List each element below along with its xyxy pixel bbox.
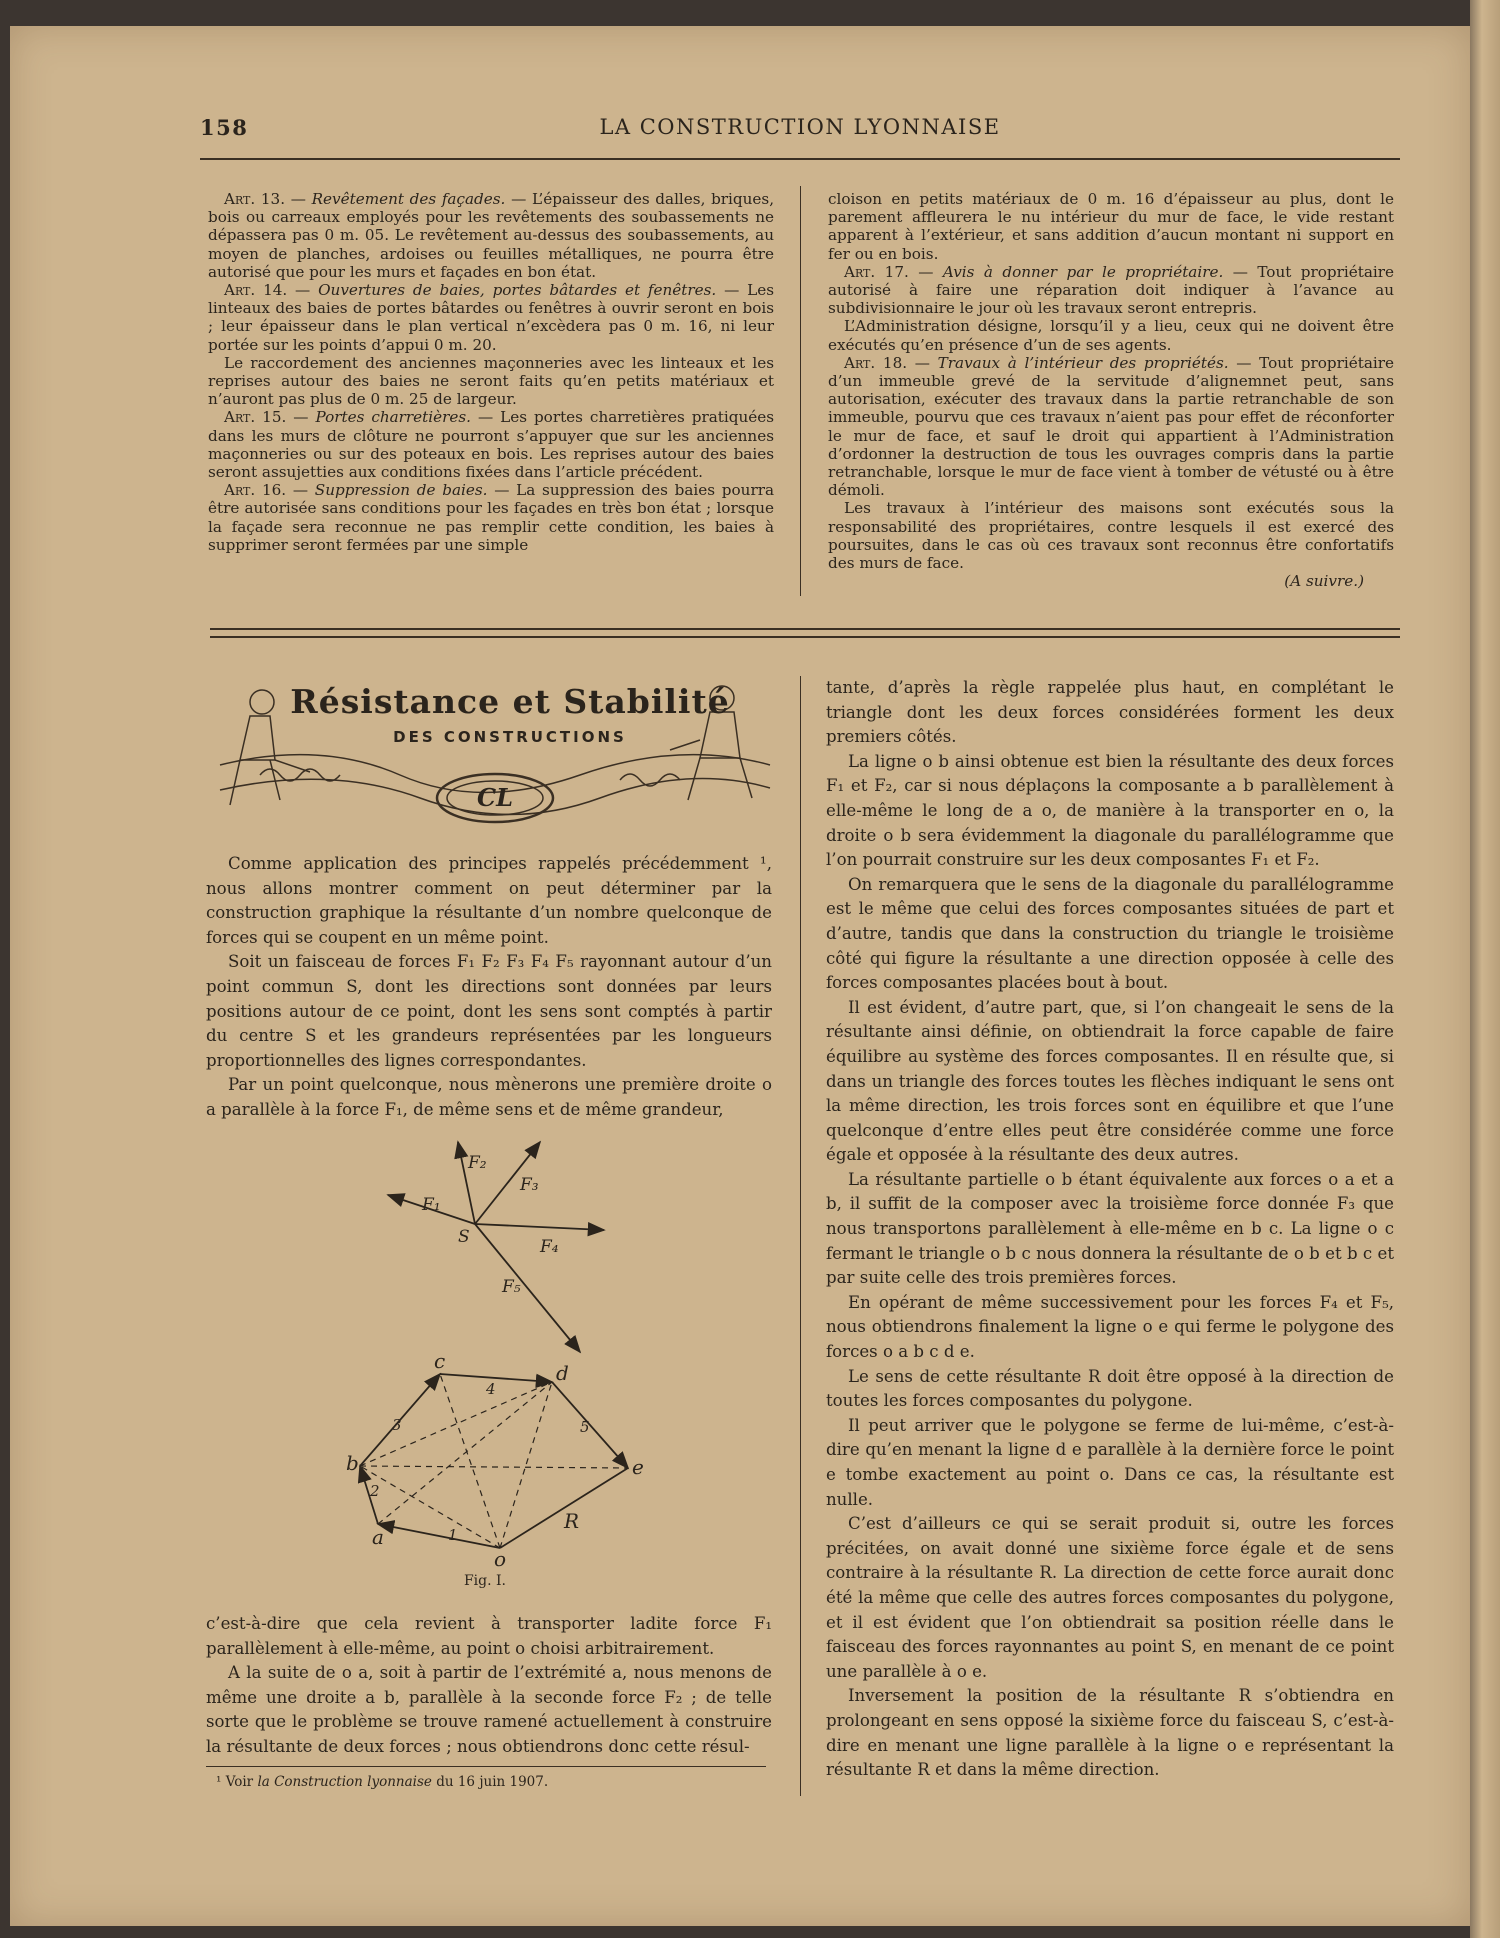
side-de xyxy=(552,1382,628,1468)
diagonal-od xyxy=(500,1382,552,1548)
right-paragraph-10: Inversement la position de la résultante R s’obtiendra en prolongeant en sens opposé la sixième force du faisceau S, c’est-à-dire en menant une ligne parallèle à la ligne o e représentant la résultante R et dans la même direction. xyxy=(826,1686,1394,1780)
diagonal-bd xyxy=(360,1382,552,1466)
label-s: S xyxy=(458,1227,470,1247)
right-paragraph-1: tante, d’après la règle rappelée plus haut, en complétant le triangle dont les deux forces considérées forment les deux premiers côtés. xyxy=(826,678,1394,747)
paragraph-4: c’est-à-dire que cela revient à transporter ladite force F₁ parallèlement à elle-même, au point o choisi arbitrairement. xyxy=(206,1614,772,1658)
right-paragraph-9: C’est d’ailleurs ce qui se serait produit si, outre les forces précitées, on avait donné une sixième force égale et de sens contraire à la résultante R. La direction de cette force aurait donc été la même que celle des autres forces composantes du polygone, et il est évident que l’on obtiendrait sa position réelle dans le faisceau des forces rayonnantes au point S, en menant de ce point une parallèle à o e. xyxy=(826,1514,1394,1681)
footnote: ¹ Voir la Construction lyonnaise du 16 juin 1907. xyxy=(216,1774,549,1790)
label-n4: 4 xyxy=(486,1380,496,1398)
paragraph-1: Comme application des principes rappelés précédemment ¹, nous allons montrer comment on peut déterminer par la construction graphique la résultante d’un nombre quelconque de forces qui se coupent en un même point. xyxy=(206,854,772,947)
page-number: 158 xyxy=(200,115,249,140)
article-14: Art. 14. — Ouvertures de baies, portes bâtardes et fenêtres. — Les linteaux des baies de portes bâtardes ou fenêtres à ouvrir seront en bois ; leur épaisseur dans le plan vertical n’excèdera pas 0 m. 16, ni leur portée sur les points d’appui 0 m. 20. xyxy=(208,281,774,354)
right-column xyxy=(826,676,1394,1783)
right-paragraph-3: On remarquera que le sens de la diagonale du parallélogramme est le même que celui des forces composantes situées de part et d’autre, tandis que dans la construction du triangle le troisième côté qui figure la résultante a une direction opposée à celle des forces composantes placées bout à bout. xyxy=(826,874,1394,993)
diagonal-oc xyxy=(440,1374,500,1548)
top-right-column xyxy=(828,190,1394,590)
article-16: Art. 16. — Suppression de baies. — La suppression des baies pourra être autorisée sans conditions pour les façades en très bon état ; lorsque la façade sera reconnue ne pas remplir cette condition, les baies à supprimer seront fermées par une simple xyxy=(208,481,775,554)
a-suivre: (A suivre.) xyxy=(1284,572,1364,591)
body-column-divider xyxy=(800,676,801,1796)
label-f4: F₄ xyxy=(540,1237,559,1257)
article-18: Art. 18. — Travaux à l’intérieur des propriétés. — Tout propriétaire d’un immeuble grevé de la servitude d’alignemnet peut, sans autorisation, exécuter des travaux dans la partie retranchable de son immeuble, pourvu que ces travaux n’aient pas pour effet de réconforter le mur de face, et sauf le droit qui appartient à l’Administration d’ordonner la destruction de tous les ouvrages compris dans la partie retranchable, lorsque le mur de face vient à tomber de vétusté ou à être démoli. xyxy=(828,353,1395,500)
label-r: R xyxy=(564,1509,580,1533)
label-f2: F₂ xyxy=(468,1153,487,1173)
label-n2: 2 xyxy=(370,1482,380,1500)
page-header xyxy=(200,112,1400,148)
paragraph-5: A la suite de o a, soit à partir de l’extrémité a, nous menons de même une droite a b, parallèle à la seconde force F₂ ; de telle sorte que le problème se trouve ramené actuellement à construire la résultante de deux forces ; nous obtiendrons donc cette résul- xyxy=(206,1663,772,1756)
footnote-rule xyxy=(206,1766,766,1767)
section-title-block xyxy=(200,680,790,840)
right-paragraph-7: Le sens de cette résultante R doit être opposé à la direction de toutes les forces composantes du polygone. xyxy=(826,1366,1394,1411)
header-rule xyxy=(200,158,1400,160)
resultant-oe xyxy=(500,1468,628,1548)
right-paragraph-5: La résultante partielle o b étant équivalente aux forces o a et a b, il suffit de la composer avec la troisième force donnée F₃ que nous transportons parallèlement à elle-même en b c. La ligne o c fermant le triangle o b c nous donnera la résultante de o b et b c et par suite celle des trois premières forces. xyxy=(826,1169,1394,1288)
label-e: e xyxy=(632,1455,644,1479)
label-o: o xyxy=(494,1547,507,1570)
side-cd xyxy=(440,1374,552,1382)
article-13: Art. 13. — Revêtement des façades. — L’épaisseur des dalles, briques, bois ou carreaux employés pour les revêtements des soubassements ne dépassera pas 0 m. 05. Le revêtement au-dessus des soubassements, au moyen de planches, ardoises ou feuilles métalliques, ne pourra être autorisé que pour les murs et façades en bon état. xyxy=(208,190,775,281)
label-f3: F₃ xyxy=(520,1175,539,1195)
diagonal-ad xyxy=(378,1382,552,1524)
section-double-rule xyxy=(210,628,1400,638)
article-17-cont: L’Administration désigne, lorsqu’il y a lieu, ceux qui ne doivent être exécutés qu’en présence d’un de ses agents. xyxy=(828,317,1394,354)
monogram-letters: CL xyxy=(477,783,513,812)
article-15: Art. 15. — Portes charretières. — Les portes charretières pratiquées dans les murs de clôture ne pourront s’appuyer que sur les anciennes maçonneries ou sur des poteaux en bois. Les reprises autour des baies seront assujetties aux conditions fixées dans l’article précédent. xyxy=(208,408,775,482)
figure-caption: Fig. I. xyxy=(463,1573,507,1589)
label-f5: F₅ xyxy=(502,1277,521,1297)
label-b: b xyxy=(346,1451,359,1475)
label-d: d xyxy=(556,1361,569,1385)
label-n3: 3 xyxy=(392,1416,402,1434)
article-18-cont: Les travaux à l’intérieur des maisons sont exécutés sous la responsabilité des propriétaires, contre lesquels il est exercé des poursuites, dans le cas où ces travaux sont reconnus être confortatifs des murs de face. xyxy=(828,499,1394,573)
force-f5 xyxy=(475,1224,580,1352)
running-title: LA CONSTRUCTION LYONNAISE xyxy=(599,115,1001,139)
figure-1 xyxy=(200,1130,780,1570)
label-n5: 5 xyxy=(580,1418,590,1436)
article-17: Art. 17. — Avis à donner par le propriétaire. — Tout propriétaire autorisé à faire une réparation doit indiquer à l’avance au subdivisionnaire le jour où les travaux seront entrepris. xyxy=(828,262,1394,318)
right-paragraph-6: En opérant de même successivement pour les forces F₄ et F₅, nous obtiendrons finalement la ligne o e qui ferme le polygone des forces o a b c d e. xyxy=(826,1292,1394,1362)
article-16-cont: cloison en petits matériaux de 0 m. 16 d’épaisseur au plus, dont le parement affleurera le nu intérieur du mur de face, le vide restant apparent à l’extérieur, et sans addition d’aucun montant ni support en fer ou en bois. xyxy=(828,190,1394,263)
top-column-divider xyxy=(800,186,801,596)
label-c: c xyxy=(434,1349,446,1373)
section-subtitle: DES CONSTRUCTIONS xyxy=(393,728,627,746)
label-f1: F₁ xyxy=(422,1195,441,1215)
side-oa xyxy=(378,1524,500,1548)
label-n1: 1 xyxy=(448,1526,458,1544)
label-a: a xyxy=(372,1525,384,1549)
paragraph-3: Par un point quelconque, nous mènerons une première droite o a parallèle à la force F₁, de même sens et de même grandeur, xyxy=(206,1075,772,1119)
page-edge xyxy=(1470,0,1500,1938)
article-14-cont: Le raccordement des anciennes maçonneries avec les linteaux et les reprises autour des baies ne seront faits qu’en petits matériaux et n’auront pas plus de 0 m. 25 de largeur. xyxy=(208,353,774,409)
left-column-upper xyxy=(206,852,772,1123)
force-f4 xyxy=(475,1224,604,1230)
right-paragraph-2: La ligne o b ainsi obtenue est bien la résultante des deux forces F₁ et F₂, car si nous déplaçons la composante a b parallèlement à elle-même le long de a o, de manière à la transporter en o, la droite o b sera évidemment la diagonale du parallélogramme que l’on pourrait construire sur les deux composantes F₁ et F₂. xyxy=(826,751,1394,870)
section-title: Résistance et Stabilité xyxy=(290,682,730,721)
top-left-column xyxy=(208,190,774,554)
paragraph-2: Soit un faisceau de forces F₁ F₂ F₃ F₄ F₅ rayonnant autour d’un point commun S, dont les directions sont données par leurs positions autour de ce point, dont les sens sont comptés à partir du centre S et les grandeurs représentées par les longueurs proportionnelles des lignes correspondantes. xyxy=(206,952,772,1070)
right-paragraph-8: Il peut arriver que le polygone se ferme de lui-même, c’est-à-dire qu’en menant la ligne d e parallèle à la dernière force le point e tombe exactement au point o. Dans ce cas, la résultante est nulle. xyxy=(826,1415,1394,1509)
left-column-lower xyxy=(206,1612,772,1760)
diagonal-be xyxy=(360,1466,628,1468)
right-paragraph-4: Il est évident, d’autre part, que, si l’on changeait le sens de la résultante ainsi définie, on obtiendrait la force capable de faire équilibre au système des forces composantes. Il en résulte que, si dans un triangle des forces toutes les flèches indiquant le sens ont la même direction, les trois forces sont en équilibre et que l’une quelconque d’entre elles peut être considérée comme une force égale et opposée à la résultante des deux autres. xyxy=(826,997,1394,1165)
